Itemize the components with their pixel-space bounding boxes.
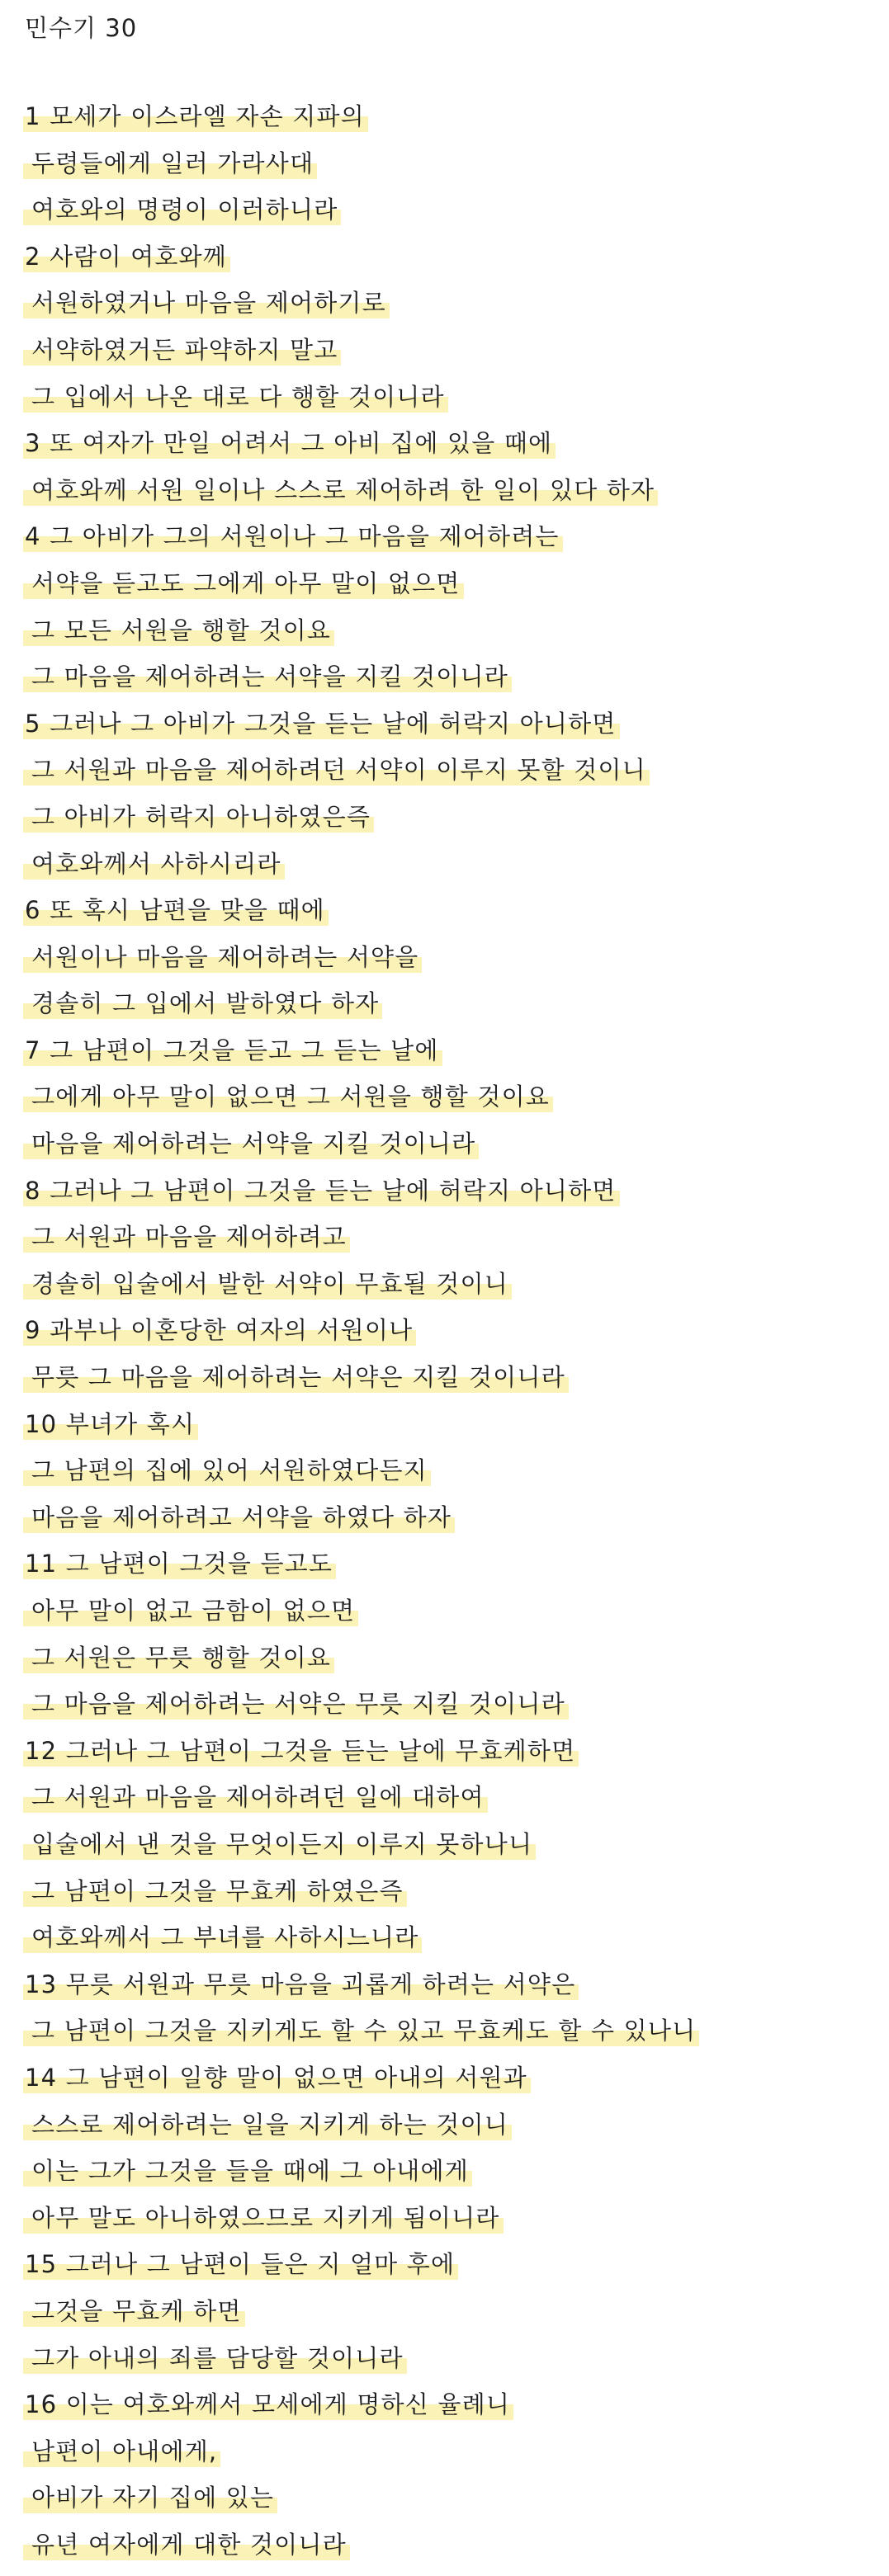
verse-continuation-line	[0, 1455, 889, 1503]
highlighted-text: 그 아비가 허락지 아니하였은즉	[23, 802, 374, 833]
verse-continuation-line	[0, 1829, 889, 1876]
verse-continuation-line	[0, 2110, 889, 2157]
highlighted-text: 그 서원과 마음을 제어하려던 일에 대하여	[23, 1782, 488, 1813]
verse-continuation-line	[0, 1362, 889, 1409]
highlighted-text: 여호와께서 그 부녀를 사하시느니라	[23, 1923, 422, 1953]
highlighted-text: 여호와께 서원 일이나 스스로 제어하려 한 일이 있다 하자	[23, 475, 658, 506]
verse-continuation-line	[0, 475, 889, 522]
highlighted-text: 스스로 제어하려는 일을 지키게 하는 것이니	[23, 2110, 512, 2140]
highlighted-text: 아비가 자기 집에 있는	[23, 2483, 277, 2513]
highlighted-text: 2 사람이 여호와께	[23, 242, 230, 272]
highlighted-text: 6 또 혹시 남편을 맞을 때에	[23, 895, 329, 926]
highlighted-text: 마음을 제어하려는 서약을 지킬 것이니라	[23, 1129, 479, 1159]
verse-continuation-line	[0, 2483, 889, 2530]
highlighted-text: 그 남편의 집에 있어 서원하였다든지	[23, 1455, 431, 1486]
verse-continuation-line	[0, 195, 889, 242]
verse-continuation-line	[0, 1129, 889, 1176]
verse-continuation-line	[0, 1082, 889, 1129]
verse-continuation-line	[0, 1782, 889, 1829]
highlighted-text: 서원이나 마음을 제어하려는 서약을	[23, 942, 422, 973]
verse-continuation-line	[0, 1596, 889, 1643]
verse-start-line	[0, 242, 889, 289]
highlighted-text: 10 부녀가 혹시	[23, 1409, 198, 1440]
highlighted-text: 아무 말도 아니하였으므로 지키게 됨이니라	[23, 2203, 504, 2234]
verse-start-line	[0, 521, 889, 569]
highlighted-text: 4 그 아비가 그의 서원이나 그 마음을 제어하려는	[23, 521, 563, 552]
highlighted-text: 그 서원과 마음을 제어하려던 서약이 이루지 못할 것이니	[23, 755, 650, 786]
highlighted-text: 아무 말이 없고 금함이 없으면	[23, 1596, 358, 1626]
verse-continuation-line	[0, 569, 889, 616]
verse-start-line	[0, 709, 889, 756]
verse-start-line	[0, 895, 889, 942]
highlighted-text: 13 무릇 서원과 무릇 마음을 괴롭게 하려는 서약은	[23, 1970, 579, 2000]
verse-continuation-line	[0, 755, 889, 802]
verse-continuation-line	[0, 2016, 889, 2063]
verse-continuation-line	[0, 2343, 889, 2390]
page-title: 민수기 30	[25, 14, 138, 42]
highlighted-text: 그 마음을 제어하려는 서약을 지킬 것이니라	[23, 662, 512, 692]
highlighted-text: 경솔히 그 입에서 발하였다 하자	[23, 988, 382, 1019]
highlighted-text: 8 그러나 그 남편이 그것을 듣는 날에 허락지 아니하면	[23, 1176, 620, 1206]
verse-start-line	[0, 1315, 889, 1362]
highlighted-text: 유년 여자에게 대한 것이니라	[23, 2530, 350, 2560]
verse-continuation-line	[0, 335, 889, 382]
highlighted-text: 경솔히 입술에서 발한 서약이 무효될 것이니	[23, 1269, 512, 1300]
highlighted-text: 그 마음을 제어하려는 서약은 무릇 지킬 것이니라	[23, 1689, 569, 1720]
verse-continuation-line	[0, 382, 889, 429]
highlighted-text: 서약을 듣고도 그에게 아무 말이 없으면	[23, 569, 464, 599]
highlighted-text: 14 그 남편이 일향 말이 없으면 아내의 서원과	[23, 2063, 531, 2093]
verse-continuation-line	[0, 2530, 889, 2576]
highlighted-text: 그 남편이 그것을 지키게도 할 수 있고 무효케도 할 수 있나니	[23, 2016, 699, 2046]
highlighted-text: 15 그러나 그 남편이 들은 지 얼마 후에	[23, 2249, 458, 2280]
highlighted-text: 11 그 남편이 그것을 듣고도	[23, 1549, 336, 1579]
verse-start-line	[0, 428, 889, 475]
highlighted-text: 이는 그가 그것을 들을 때에 그 아내에게	[23, 2156, 472, 2187]
verse-continuation-line	[0, 988, 889, 1036]
highlighted-text: 그 입에서 나온 대로 다 행할 것이니라	[23, 382, 448, 413]
highlighted-text: 마음을 제어하려고 서약을 하였다 하자	[23, 1503, 455, 1533]
verse-list	[0, 101, 889, 2576]
highlighted-text: 여호와의 명령이 이러하니라	[23, 195, 341, 225]
verse-continuation-line	[0, 616, 889, 663]
highlighted-text: 그것을 무효케 하면	[23, 2296, 245, 2327]
verse-start-line	[0, 1409, 889, 1456]
verse-continuation-line	[0, 2156, 889, 2203]
highlighted-text: 12 그러나 그 남편이 그것을 듣는 날에 무효케하면	[23, 1736, 579, 1767]
verse-start-line	[0, 1970, 889, 2017]
verse-continuation-line	[0, 849, 889, 896]
verse-start-line	[0, 2063, 889, 2110]
verse-start-line	[0, 2390, 889, 2437]
highlighted-text: 서약하였거든 파약하지 말고	[23, 335, 341, 366]
highlighted-text: 7 그 남편이 그것을 듣고 그 듣는 날에	[23, 1036, 442, 1066]
highlighted-text: 그에게 아무 말이 없으면 그 서원을 행할 것이요	[23, 1082, 553, 1112]
verse-start-line	[0, 101, 889, 149]
verse-continuation-line	[0, 662, 889, 709]
verse-continuation-line	[0, 149, 889, 196]
highlighted-text: 입술에서 낸 것을 무엇이든지 이루지 못하나니	[23, 1829, 536, 1860]
highlighted-text: 16 이는 여호와께서 모세에게 명하신 율례니	[23, 2390, 513, 2420]
highlighted-text: 5 그러나 그 아비가 그것을 듣는 날에 허락지 아니하면	[23, 709, 620, 739]
verse-continuation-line	[0, 1269, 889, 1316]
verse-continuation-line	[0, 1503, 889, 1550]
highlighted-text: 무릇 그 마음을 제어하려는 서약은 지킬 것이니라	[23, 1362, 569, 1393]
verse-continuation-line	[0, 1643, 889, 1690]
verse-continuation-line	[0, 802, 889, 849]
highlighted-text: 두령들에게 일러 가라사대	[23, 149, 317, 179]
verse-continuation-line	[0, 1689, 889, 1736]
highlighted-text: 그 모든 서원을 행할 것이요	[23, 616, 334, 646]
highlighted-text: 서원하였거나 마음을 제어하기로	[23, 288, 390, 318]
verse-continuation-line	[0, 1222, 889, 1269]
highlighted-text: 그 남편이 그것을 무효케 하였은즉	[23, 1876, 407, 1907]
highlighted-text: 1 모세가 이스라엘 자손 지파의	[23, 101, 368, 132]
verse-continuation-line	[0, 2437, 889, 2484]
highlighted-text: 그가 아내의 죄를 담당할 것이니라	[23, 2343, 407, 2374]
highlighted-text: 여호와께서 사하시리라	[23, 849, 285, 880]
verse-continuation-line	[0, 942, 889, 989]
verse-continuation-line	[0, 1923, 889, 1970]
verse-continuation-line	[0, 288, 889, 335]
verse-continuation-line	[0, 2296, 889, 2343]
verse-continuation-line	[0, 2203, 889, 2250]
verse-start-line	[0, 1036, 889, 1083]
verse-start-line	[0, 1549, 889, 1596]
verse-start-line	[0, 1176, 889, 1223]
highlighted-text: 9 과부나 이혼당한 여자의 서원이나	[23, 1315, 416, 1346]
highlighted-text: 남편이 아내에게,	[23, 2437, 220, 2467]
verse-continuation-line	[0, 1876, 889, 1923]
highlighted-text: 그 서원과 마음을 제어하려고	[23, 1222, 350, 1253]
verse-start-line	[0, 2249, 889, 2296]
highlighted-text: 3 또 여자가 만일 어려서 그 아비 집에 있을 때에	[23, 428, 556, 459]
verse-start-line	[0, 1736, 889, 1783]
highlighted-text: 그 서원은 무릇 행할 것이요	[23, 1643, 334, 1673]
